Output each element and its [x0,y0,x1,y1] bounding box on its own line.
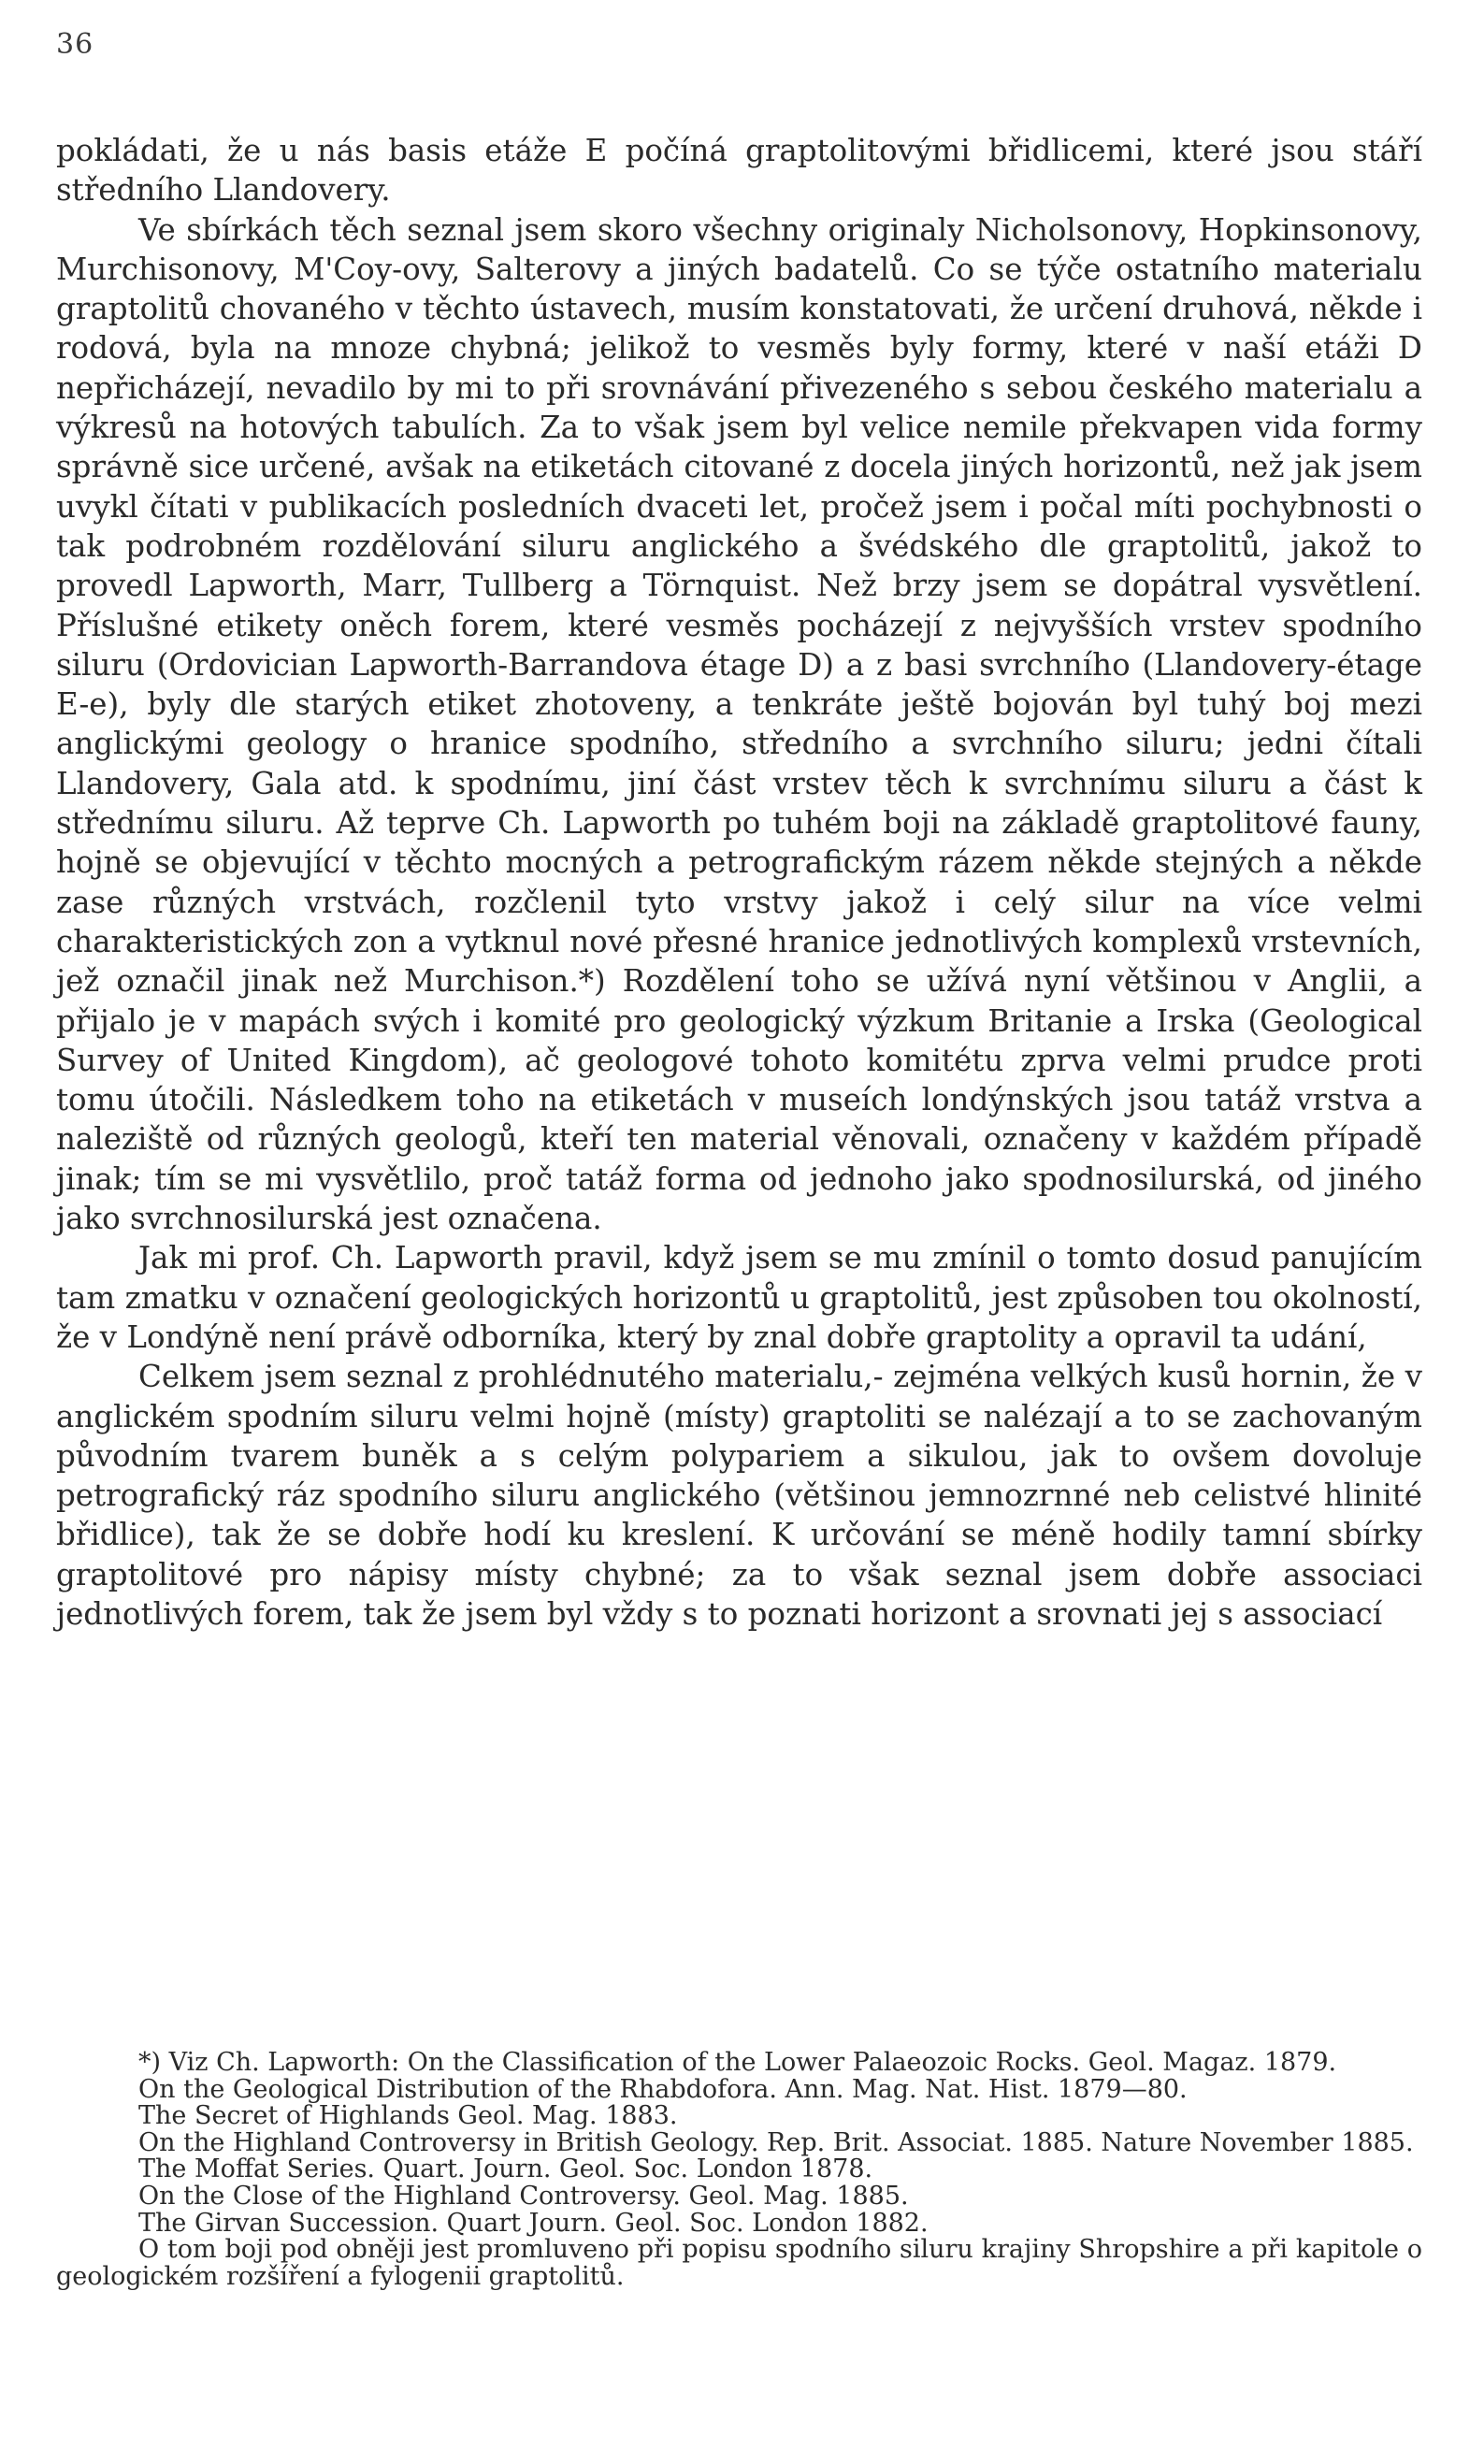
paragraph-summary: Celkem jsem seznal z prohlédnutého materialu,- zejména velkých kusů hornin, že v anglickém spodním siluru velmi hojně (místy) graptoliti se nalézají a to se zachovaným původním tvarem buněk a s celým polypariem a sikulou, jak to ovšem dovoluje petrografický ráz spodního siluru anglického (většinou jemnozrnné neb celistvé hlinité břidlice), tak že se dobře hodí ku kreslení. K určování se méně hodily tamní sbírky graptolitové pro nápisy místy chybné; za to však seznal jsem dobře associaci jednotlivých forem, tak že jsem byl vždy s to poznati horizont a srovnati jej s associací [56,1359,1422,1632]
footnote-reference: The Girvan Succession. Quart Journ. Geol. Soc. London 1882. [138,2208,929,2238]
footnote-reference: On the Close of the Highland Controversy. Geol. Mag. 1885. [138,2181,909,2211]
paragraph-collections: Ve sbírkách těch seznal jsem skoro všechny originaly Nicholsonovy, Hopkinsonovy, Murchisonovy, M'Coy-ovy, Salterovy a jiných badatelů. Co se týče ostatního materialu graptolitů chovaného v těchto ústavech, musím konstatovati, že určení druhová, někde i rodová, byla na mnoze chybná; jelikož to vesměs byly formy, které v naší etáži D nepřicházejí, nevadilo by mi to při srovnávání přivezeného s sebou českého materialu a výkresů na hotových tabulích. Za to však jsem byl velice nemile překvapen vida formy správně sice určené, avšak na etiketách citované z docela jiných horizontů, než jak jsem uvykl čítati v publikacích posledních dvaceti let, pročež jsem i počal míti pochybnosti o tak podrobném rozdělování siluru anglického a švédského dle graptolitů, jakož to provedl Lapworth, Marr, Tullberg a Törnquist. Než brzy jsem se dopátral vysvětlení. Příslušné etikety oněch forem, které vesměs pocházejí z nejvyšších vrstev spodního siluru (Ordovician Lapworth-Barrandova étage D) a z basi svrchního (Llandovery-étage E-e), byly dle starých etiket zhotoveny, a tenkráte ještě bojován byl tuhý boj mezi anglickými geology o hranice spodního, středního a svrchního siluru; jedni čítali Llandovery, Gala atd. k spodnímu, jiní část vrstev těch k svrchnímu siluru a část k střednímu siluru. Až teprve Ch. Lapworth po tuhém boji na základě graptolitové fauny, hojně se objevující v těchto mocných a petrografickým rázem někde stejných a někde zase různých vrstvách, rozčlenil tyto vrstvy jakož i celý silur na více velmi charakteristických zon a vytknul nové přesné hranice jednotlivých komplexů vrstevních, jež označil jinak než Murchison.*) Rozdělení toho se užívá nyní většinou v Anglii, a přijalo je v mapách svých i komité pro geologický výzkum Britanie a Irska (Geological Survey of United Kingdom), ač geologové tohoto komitétu zprva velmi prudce proti tomu útočili. Následkem toho na etiketách v museích londýnských jsou tatáž vrstva a naleziště od různých geologů, kteří ten material věnovali, označeny v každém případě jinak; tím se mi vysvětlilo, proč tatáž forma od jednoho jako spodnosilurská, od jiného jako svrchnosilurská jest označena. [56,211,1422,1237]
footnote-main: *) Viz Ch. Lapworth: On the Classification of the Lower Palaeozoic Rocks. Geol. Magaz. 1879. [138,2048,1337,2077]
footnote-reference: The Moffat Series. Quart. Journ. Geol. Soc. London 1878. [138,2154,873,2184]
footnote-reference: On the Highland Controversy in British Geology. Rep. Brit. Associat. 1885. Nature November 1885. [138,2127,1414,2157]
footnote-reference: The Secret of Highlands Geol. Mag. 1883. [138,2101,678,2131]
page-number: 36 [56,28,94,61]
paragraph-lapworth-remark: Jak mi prof. Ch. Lapworth pravil, když jsem se mu zmínil o tomto dosud panujícím tam zmatku v označení geologických horizontů u graptolitů, jest způsoben tou okolností, že v Londýně není právě odborníka, který by znal dobře graptolity a opravil ta udání, [56,1240,1422,1355]
footnote-note: O tom boji pod obněji jest promluveno při popisu spodního siluru krajiny Shropshire a při kapitole o geologickém rozšíření a fylogenii graptolitů. [56,2235,1422,2291]
footnote-reference: On the Geological Distribution of the Rhabdofora. Ann. Mag. Nat. Hist. 1879—80. [138,2074,1188,2104]
main-text [56,131,1422,1634]
footnotes [56,2050,1422,2290]
paragraph-continuation: pokládati, že u nás basis etáže E počíná graptolitovými břidlicemi, které jsou stáří středního Llandovery. [56,133,1422,209]
